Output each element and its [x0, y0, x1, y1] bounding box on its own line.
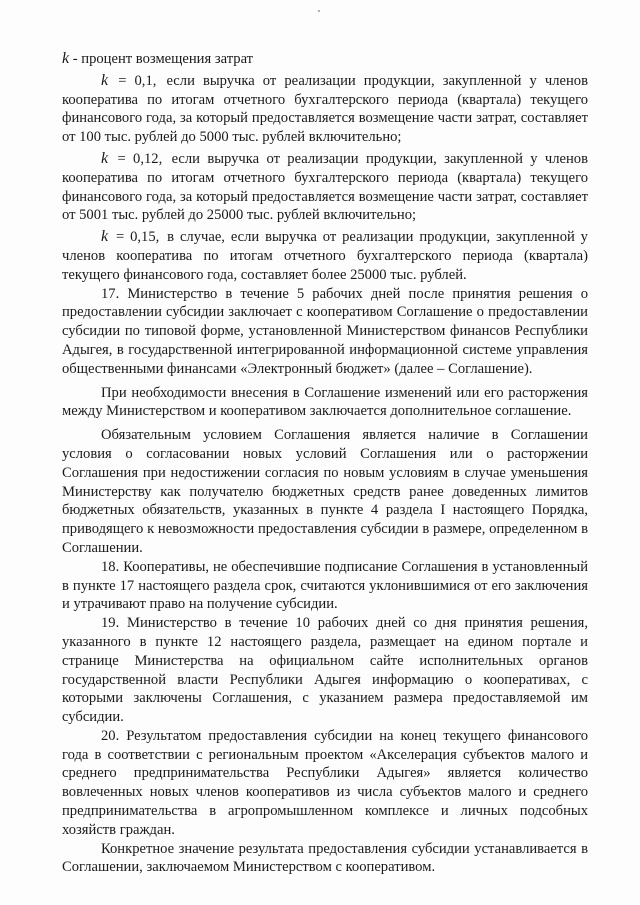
document-body: [62, 50, 588, 877]
k2-first-line: если выручка от реализации продукции, закупленной у членов: [164, 150, 588, 167]
k3-rest: членов кооператива по итогам отчетного бухгалтерского периода (квартала) текущего финансового года, составляет более 25000 тыс. рублей.: [62, 247, 588, 283]
paragraph-17-amendment: При необходимости внесения в Соглашение изменений или его расторжения между Министерством и кооперативом заключается дополнительное соглашение.: [62, 384, 588, 420]
k1-paragraph: [62, 72, 588, 147]
paragraph-17-condition: Обязательным условием Соглашения является наличие в Соглашении условия о согласовании новых условий Соглашения или о расторжении Соглашения при недостижении согласия по новым условиям в случае уменьшения Министерству как получателю бюджетных средств ранее доведенных лимитов бюджетных обязательств, указанных в пункте 4 раздела I настоящего Порядка, приводящего к невозможности предоставления субсидии в размере, определенном в Соглашении.: [62, 427, 588, 556]
k-symbol: k: [101, 149, 109, 167]
paragraph-18: 18. Кооперативы, не обеспечившие подписание Соглашения в установленный в пункте 17 настоящего раздела срок, считаются уклонившимися от его заключения и утрачивают право на получение субсидии.: [62, 558, 588, 613]
k-definition-text: - процент возмещения затрат: [69, 51, 254, 67]
paragraph-20: 20. Результатом предоставления субсидии на конец текущего финансового года в соответствии с региональным проектом «Акселерация субъектов малого и среднего предпринимательства Республики Адыгея» является количество вовлеченных новых членов кооперативов из числа субъектов малого и среднего предпринимательства в агропромышленном комплексе и личных подсобных хозяйств граждан.: [62, 727, 588, 838]
k-definition: [62, 50, 588, 69]
k3-first-line: в случае, если выручка от реализации продукции, закупленной у: [161, 229, 588, 246]
paragraph-20-value: Конкретное значение результата предоставления субсидии устанавливается в Соглашении, заключаемом Министерством с кооперативом.: [62, 840, 588, 876]
k3-paragraph: [62, 228, 588, 284]
paragraph-19: 19. Министерство в течение 10 рабочих дней со дня принятия решения, указанного в пункте 12 настоящего раздела, размещает на едином портале и странице Министерства на официальном сайте исполнительных органов государственной власти Республики Адыгея информацию о кооперативах, с которыми заключены Соглашения, с указанием размера предоставляемой им субсидии.: [62, 615, 588, 726]
k3-value: = 0,15,: [116, 229, 160, 246]
scan-mark: [318, 10, 320, 12]
k-symbol: k: [62, 50, 70, 67]
k2-rest: кооператива по итогам отчетного бухгалтерского периода (квартала) текущего финансового года, за который предоставляется возмещение части затрат, составляет от 5001 тыс. рублей до 25000 тыс. рублей включительно;: [62, 169, 588, 224]
k2-value: = 0,12,: [117, 150, 163, 167]
k1-rest: кооператива по итогам отчетного бухгалтерского периода (квартала) текущего финансового года, за который предоставляется возмещение части затрат, составляет от 100 тыс. рублей до 5000 тыс. рублей включительно;: [62, 91, 588, 146]
k1-first-line: если выручка от реализации продукции, закупленной у членов: [158, 72, 588, 89]
k1-value: = 0,1,: [118, 72, 157, 89]
k-symbol: k: [101, 71, 109, 89]
k2-paragraph: [62, 150, 588, 225]
k-symbol: k: [101, 228, 109, 246]
paragraph-17: 17. Министерство в течение 5 рабочих дней после принятия решения о предоставлении субсидии заключает с кооперативом Соглашение о предоставлении субсидии по типовой форме, установленной Министерством финансов Республики Адыгея, в государственной интегрированной информационной системе управления общественными финансами «Электронный бюджет» (далее – Соглашение).: [62, 285, 588, 377]
